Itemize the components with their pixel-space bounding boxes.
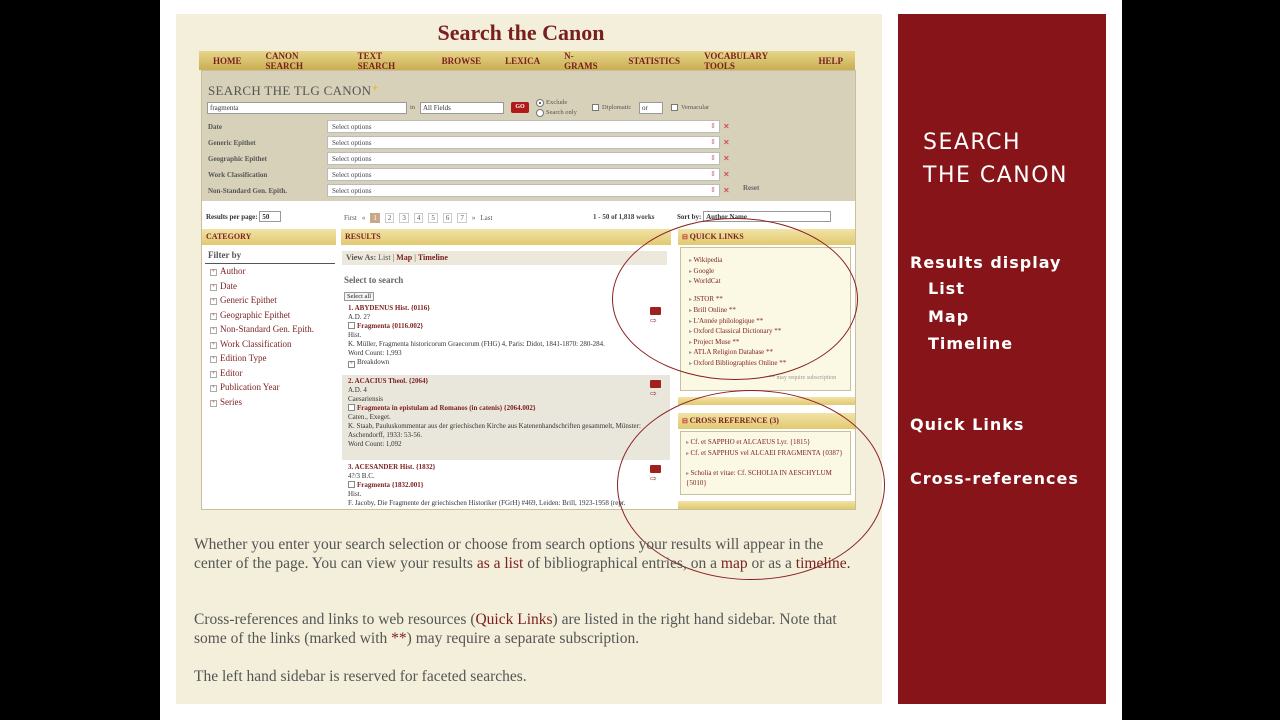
plus-icon[interactable]: +: [349, 361, 354, 367]
cross-reference-link[interactable]: ▸ Cf. et SAPPHUS vel ALCAEI FRAGMENTA {0387}: [686, 449, 846, 459]
nav-canon-search[interactable]: CANON SEARCH: [265, 50, 304, 71]
list-label: List: [928, 279, 965, 298]
quick-links-header: ⊟ QUICK LINKS: [678, 229, 855, 245]
plus-icon: +: [211, 356, 216, 362]
quick-link[interactable]: ▸ ATLA Religion Database **: [689, 348, 773, 356]
quick-link[interactable]: ▸ Wikipedia: [689, 256, 722, 264]
search-only-radio[interactable]: [536, 109, 544, 117]
view-list-link[interactable]: List: [378, 253, 391, 262]
plus-icon: +: [211, 284, 216, 290]
category-item[interactable]: + Geographic Epithet: [211, 310, 291, 320]
category-item[interactable]: + Work Classification: [211, 339, 292, 349]
nav-home[interactable]: HOME: [213, 55, 242, 66]
divider: [205, 263, 335, 264]
filter-by-label: Filter by: [208, 250, 242, 260]
pager: [344, 213, 492, 223]
book-icon[interactable]: [650, 380, 661, 388]
result-item: 1. ABYDENUS Hist. {0116} A.D. 2? Fragmenta {0116.002} Hist. K. Müller, Fragmenta historicorum Graecorum (FHG) 4, Paris: Didot, 1841-1870: 280-284. Word Count: 1,993 + Breakdown: [348, 304, 605, 367]
result-checkbox[interactable]: [348, 481, 355, 488]
quick-link[interactable]: ▸ WorldCat: [689, 277, 721, 285]
timeline-label: Timeline: [928, 334, 1014, 353]
clear-x-icon[interactable]: ✕: [723, 154, 730, 163]
nav-statistics[interactable]: STATISTICS: [628, 55, 681, 66]
pager-page[interactable]: 3: [399, 213, 409, 223]
filter-label-nonstandard: Non-Standard Gen. Epith.: [208, 187, 287, 195]
category-item[interactable]: + Author: [211, 266, 246, 276]
results-per-page-select[interactable]: 50: [259, 211, 281, 222]
search-heading: SEARCH THE TLG CANON✦: [208, 83, 380, 98]
map-label: Map: [928, 307, 970, 326]
vernacular-label: Vernacular: [681, 104, 710, 111]
pager-last[interactable]: Last: [480, 214, 493, 222]
paragraph-sidebar: Cross-references and links to web resources (Quick Links) are listed in the right hand sidebar. Note that some of the links (marked with **) may require a separate subscription.: [194, 611, 837, 647]
in-label: in: [410, 104, 416, 111]
clear-x-icon[interactable]: ✕: [723, 122, 730, 131]
cross-reference-header: ⊟ CROSS REFERENCE (3): [678, 413, 855, 429]
search-input[interactable]: fragmenta: [207, 102, 407, 114]
results-header: RESULTS: [341, 229, 671, 245]
subscription-note: ** may require subscription: [769, 375, 837, 381]
or-select[interactable]: or: [639, 102, 663, 114]
nav-help[interactable]: HELP: [818, 55, 843, 66]
export-arrow-icon[interactable]: ⇨: [650, 316, 657, 325]
plus-icon: +: [211, 342, 216, 348]
filter-select-generic[interactable]: Select options ⇕: [327, 136, 720, 149]
plus-icon: +: [211, 385, 216, 391]
clear-x-icon[interactable]: ✕: [723, 170, 730, 179]
select-all-button[interactable]: Select all: [344, 292, 374, 301]
quick-link[interactable]: ▸ Oxford Classical Dictionary **: [689, 327, 781, 335]
export-arrow-icon[interactable]: ⇨: [650, 474, 657, 483]
exclude-radio[interactable]: [536, 99, 544, 107]
collapse-icon[interactable]: ⊟: [682, 417, 690, 425]
cross-references-label: Cross-references: [910, 469, 1079, 488]
plus-icon: +: [211, 269, 216, 275]
search-only-label: Search only: [546, 109, 577, 116]
search-panel: [202, 71, 856, 201]
view-map-link[interactable]: Map: [396, 253, 413, 262]
cross-reference-link[interactable]: ▸ Cf. et SAPPHO et ALCAEUS Lyr. {1815}: [686, 438, 846, 448]
nav-lexica[interactable]: LEXICA: [505, 55, 541, 66]
pager-page[interactable]: 6: [443, 213, 453, 223]
plus-icon: +: [211, 298, 216, 304]
pager-page[interactable]: 4: [414, 213, 424, 223]
result-item: 3. ACESANDER Hist. {1832} 4?/3 B.C. Fragmenta {1832.001} Hist. F. Jacoby, Die Fragmente der griechischen Historiker (FGrH) #469, Leiden: Brill, 1923-1958 (repr.: [348, 463, 626, 507]
vernacular-checkbox[interactable]: [671, 104, 678, 111]
plus-icon: +: [211, 400, 216, 406]
filter-label-geographic: Geographic Epithet: [208, 155, 267, 163]
results-count: 1 - 50 of 1,818 works: [593, 213, 655, 221]
select-to-search-label: Select to search: [344, 275, 404, 285]
quick-link[interactable]: ▸ Project Muse **: [689, 338, 739, 346]
sidebar-title: SEARCH THE CANON: [923, 130, 1069, 188]
quick-links-label: Quick Links: [910, 415, 1025, 434]
sort-by: Sort by: Author Name: [677, 211, 831, 222]
pager-prev[interactable]: «: [361, 214, 366, 222]
plus-icon: +: [211, 327, 216, 333]
category-item[interactable]: + Series: [211, 397, 242, 407]
red-sidebar: [898, 14, 1106, 704]
exclude-label: Exclude: [546, 99, 568, 106]
paragraph-results: Whether you enter your search selection or choose from search options your results will appear in the center of the page. You can view your results as a list of bibliographical entries, on a map or as a timeline.: [194, 536, 851, 572]
diplomatic-checkbox[interactable]: [592, 104, 599, 111]
export-arrow-icon[interactable]: ⇨: [650, 389, 657, 398]
result-checkbox[interactable]: [348, 322, 355, 329]
view-as-bar: View As: List | Map | Timeline: [342, 251, 667, 265]
filter-label-work: Work Classification: [208, 171, 268, 179]
page-title: Search the Canon: [437, 20, 605, 45]
go-button[interactable]: GO: [511, 102, 529, 113]
category-header: CATEGORY: [202, 229, 336, 245]
category-item[interactable]: + Editor: [211, 368, 243, 378]
pager-page[interactable]: 1: [370, 213, 380, 223]
quick-link[interactable]: ▸ JSTOR **: [689, 295, 723, 303]
top-nav: [199, 51, 855, 70]
filter-select-nonstandard[interactable]: Select options ⇕: [327, 184, 720, 197]
category-item[interactable]: + Edition Type: [211, 353, 267, 363]
results-display-label: Results display: [910, 253, 1062, 272]
collapse-icon[interactable]: ⊟: [682, 233, 690, 241]
nav-ngrams[interactable]: N-GRAMS: [564, 50, 598, 71]
clear-x-icon[interactable]: ✕: [723, 186, 730, 195]
nav-text-search[interactable]: TEXT SEARCH: [357, 50, 396, 71]
star-icon: ✦: [371, 83, 380, 93]
clear-x-icon[interactable]: ✕: [723, 138, 730, 147]
result-item: 2. ACACIUS Theol. {2064} A.D. 4 Caesariensis Fragmenta in epistulam ad Romanos (in catenis) {2064.002} Caten., Exeget. K. Staab, Pauluskommentar aus der griechischen Kirche aus Katenenhandschriften gesammelt, Münster: Aschendorff, 1933: 53-56. Word Count: 1,092: [342, 375, 670, 460]
pager-page[interactable]: 5: [428, 213, 438, 223]
category-item[interactable]: + Date: [211, 281, 237, 291]
cross-reference-link[interactable]: ▸ Scholia et vitae: Cf. SCHOLIA IN AESCHYLUM {5010}: [686, 469, 846, 488]
sort-select[interactable]: Author Name: [703, 211, 831, 222]
filter-label-date: Date: [208, 123, 222, 131]
category-item[interactable]: + Generic Epithet: [211, 295, 277, 305]
filter-select-date[interactable]: Select options ⇕: [327, 120, 720, 133]
field-select[interactable]: All Fields: [420, 102, 504, 114]
quick-link[interactable]: ▸ L'Année philologique **: [689, 317, 763, 325]
quick-link[interactable]: ▸ Oxford Bibliographies Online **: [689, 359, 786, 367]
pager-first[interactable]: First: [344, 214, 357, 222]
quick-link[interactable]: ▸ Brill Online **: [689, 306, 736, 314]
filter-select-geographic[interactable]: Select options ⇕: [327, 152, 720, 165]
quick-link[interactable]: ▸ Google: [689, 267, 714, 275]
category-item[interactable]: + Non-Standard Gen. Epith.: [211, 324, 314, 334]
nav-vocabulary-tools[interactable]: VOCABULARY TOOLS: [704, 50, 768, 71]
filter-label-generic: Generic Epithet: [208, 139, 256, 147]
pager-next[interactable]: »: [471, 214, 476, 222]
view-timeline-link[interactable]: Timeline: [417, 253, 448, 262]
pager-page[interactable]: 2: [385, 213, 395, 223]
nav-browse[interactable]: BROWSE: [441, 55, 482, 66]
results-per-page: Results per page: 50: [206, 211, 281, 222]
diplomatic-label: Diplomatic: [602, 104, 632, 111]
paragraph-left-sidebar: The left hand sidebar is reserved for faceted searches.: [194, 668, 527, 685]
filter-select-work[interactable]: Select options ⇕: [327, 168, 720, 181]
reset-button[interactable]: Reset: [743, 184, 760, 192]
result-checkbox[interactable]: [348, 404, 355, 411]
plus-icon: +: [211, 371, 216, 377]
pager-page[interactable]: 7: [457, 213, 467, 223]
category-item[interactable]: + Publication Year: [211, 382, 280, 392]
highlight-ellipse-quick-links: [612, 218, 858, 380]
plus-icon: +: [211, 313, 216, 319]
